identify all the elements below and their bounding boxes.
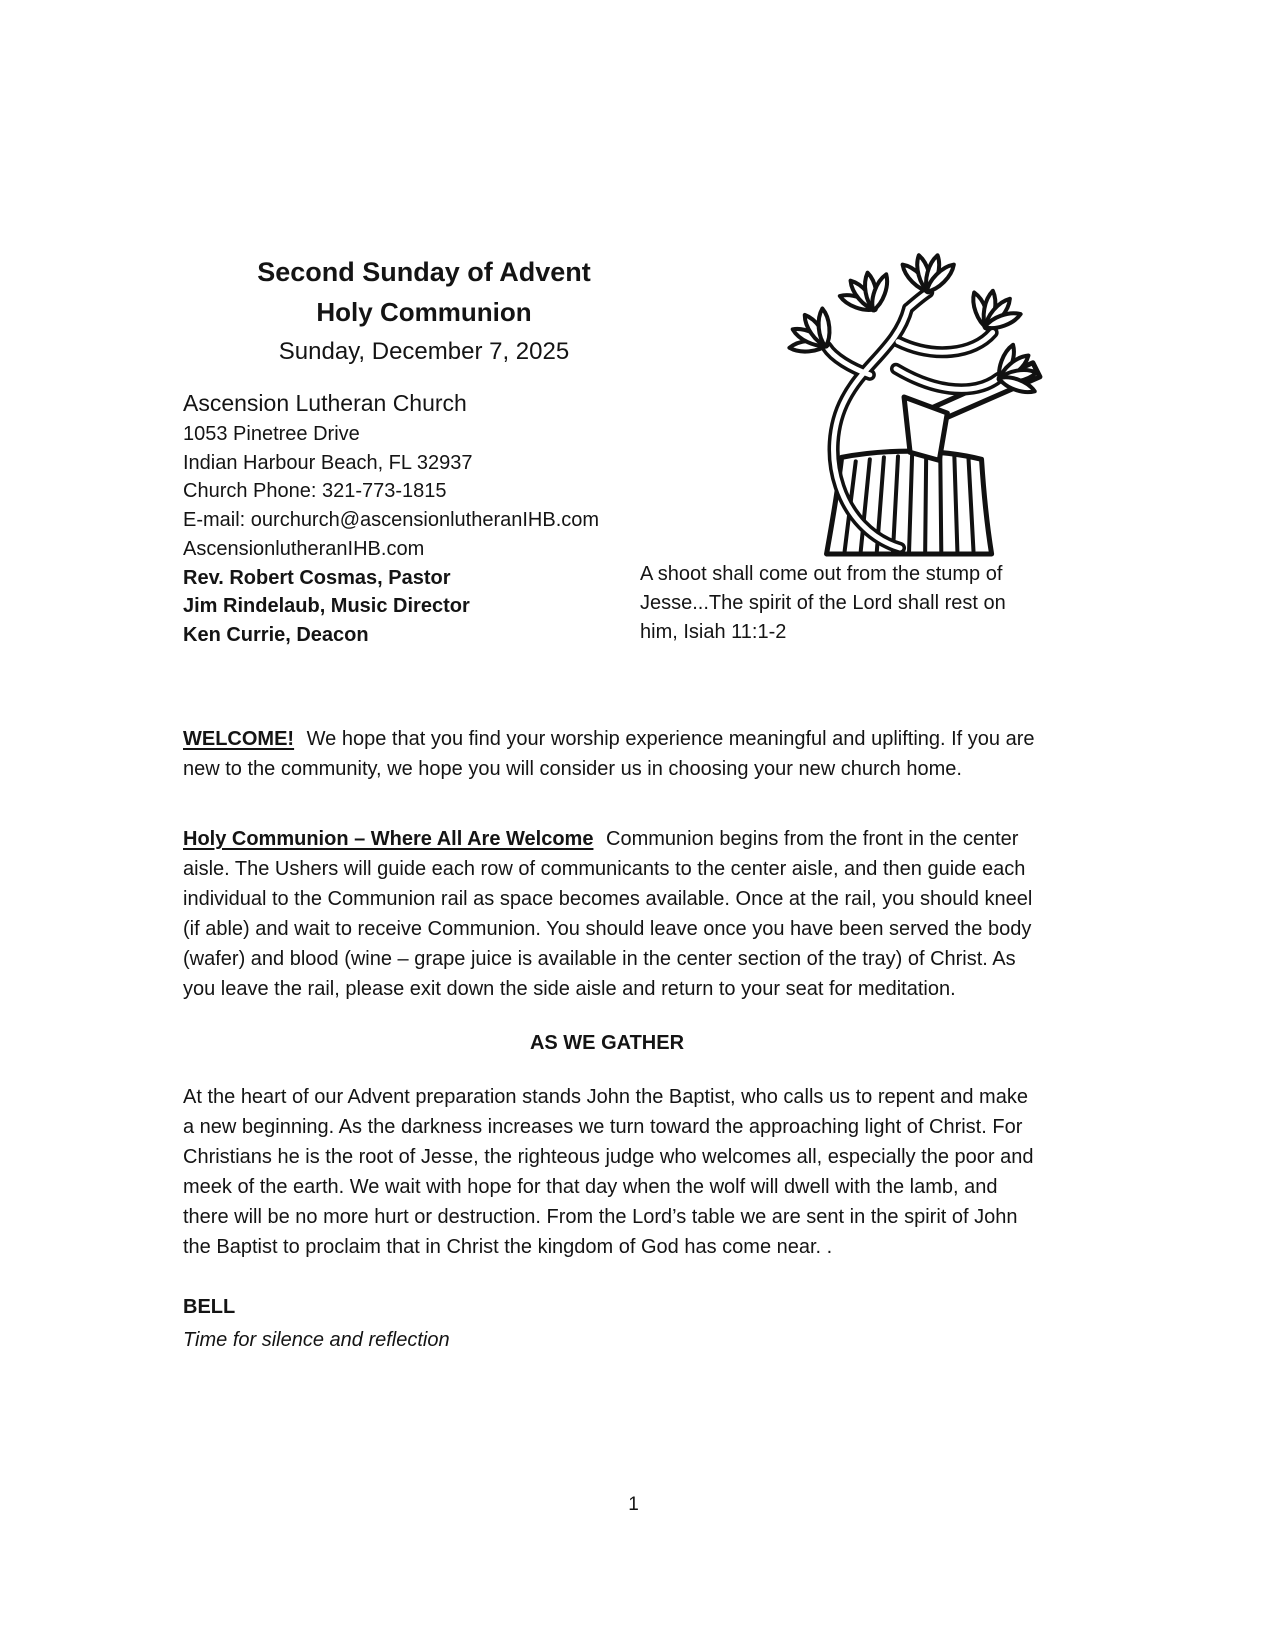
gather-paragraph: At the heart of our Advent preparation stands John the Baptist, who calls us to repent and make a new beginning. As the darkness increases we turn toward the approaching light of Christ. For Christians he is the root of Jesse, the righteous judge who welcomes all, especially the poor and meek of the earth. We wait with hope for that day when the wolf will dwell with the lamb, and there will be no more hurt or destruction. From the Lord’s table we are sent in the spirit of John the Baptist to proclaim that in Christ the kingdom of God has come near. . — [183, 1086, 1034, 1258]
bell-direction: Time for silence and reflection — [183, 1329, 450, 1351]
welcome-paragraph — [183, 724, 1035, 784]
church-website: AscensionlutheranIHB.com — [183, 537, 425, 560]
staff-pastor: Rev. Robert Cosmas, Pastor — [183, 566, 451, 589]
jesse-stump-illustration — [742, 246, 1054, 558]
page-number: 1 — [628, 1494, 639, 1515]
church-email: E-mail: ourchurch@ascensionlutheranIHB.com — [183, 509, 600, 532]
church-address1: 1053 Pinetree Drive — [183, 423, 360, 445]
church-phone: Church Phone: 321-773-1815 — [183, 480, 447, 503]
welcome-text: We hope that you find your worship experience meaningful and uplifting. If you are new to the community, we hope you will consider us in choosing your new church home. — [183, 728, 1035, 780]
communion-label: Holy Communion – Where All Are Welcome — [183, 828, 594, 850]
page-title: Second Sunday of Advent — [257, 257, 591, 287]
church-address2: Indian Harbour Beach, FL 32937 — [183, 451, 473, 474]
church-name: Ascension Lutheran Church — [183, 390, 467, 416]
gather-heading: AS WE GATHER — [529, 1032, 685, 1054]
service-title: Holy Communion — [316, 297, 532, 327]
service-date: Sunday, December 7, 2025 — [278, 338, 570, 365]
scripture-quote: A shoot shall come out from the stump of Jesse...The spirit of the Lord shall rest on him, Isiah 11:1-2 — [640, 563, 1006, 643]
staff-music-director: Jim Rindelaub, Music Director — [183, 595, 470, 618]
communion-text: Communion begins from the front in the center aisle. The Ushers will guide each row of communicants to the center aisle, and then guide each individual to the Communion rail as space becomes available. Once at the rail, you should kneel (if able) and wait to receive Communion. You should leave once you have been served the body (wafer) and blood (wine – grape juice is available in the center section of the tray) of Christ. As you leave the rail, please exit down the side aisle and return to your seat for meditation. — [183, 828, 1033, 1000]
title-block — [183, 252, 665, 371]
bell-label: BELL — [183, 1296, 236, 1318]
welcome-label: WELCOME! — [183, 728, 295, 750]
communion-paragraph — [183, 824, 1035, 1004]
church-info — [183, 386, 663, 650]
staff-deacon: Ken Currie, Deacon — [183, 623, 369, 646]
